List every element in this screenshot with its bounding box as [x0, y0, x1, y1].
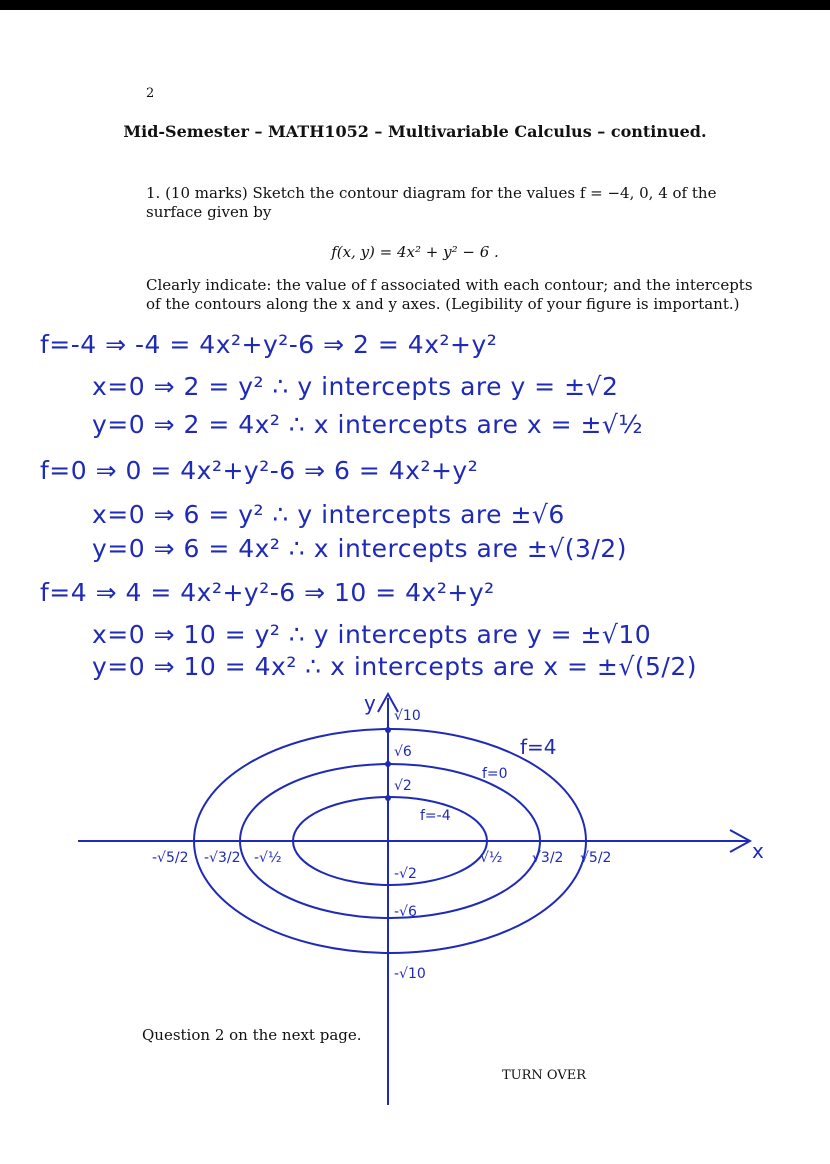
- y-tick-label: -√6: [394, 904, 417, 920]
- y-intercept-dot: [385, 761, 391, 767]
- handwritten-line: f=-4 ⇒ -4 = 4x²+y²-6 ⇒ 2 = 4x²+y²: [40, 330, 498, 359]
- handwritten-line: x=0 ⇒ 6 = y² ∴ y intercepts are ±√6: [92, 500, 565, 529]
- y-tick-label: √2: [394, 778, 412, 794]
- handwritten-line: y=0 ⇒ 10 = 4x² ∴ x intercepts are x = ±√(5/2): [92, 652, 698, 681]
- x-tick-label: -√½: [254, 850, 282, 866]
- exam-header: Mid-Semester – MATH1052 – Multivariable Calculus – continued.: [123, 122, 707, 141]
- handwritten-line: x=0 ⇒ 2 = y² ∴ y intercepts are y = ±√2: [92, 372, 619, 401]
- y-tick-label: -√2: [394, 866, 417, 882]
- y-intercept-dot: [385, 727, 391, 733]
- question-1-prompt: 1. (10 marks) Sketch the contour diagram for the values f = −4, 0, 4 of the surface given by: [146, 184, 717, 221]
- x-tick-label: -√5/2: [152, 850, 189, 866]
- x-tick-label: √3/2: [532, 850, 564, 866]
- scan-top-edge: [0, 0, 830, 10]
- page-number: 2: [146, 86, 155, 101]
- contour-sketch: [70, 690, 790, 1110]
- turn-over-note: TURN OVER: [502, 1068, 587, 1083]
- x-tick-label: √5/2: [580, 850, 612, 866]
- y-axis-label: y: [364, 691, 376, 715]
- y-tick-label: √10: [394, 708, 421, 724]
- y-tick-label: -√10: [394, 966, 426, 982]
- question-1-instructions: Clearly indicate: the value of f associated with each contour; and the intercepts of the contours along the x and y axes. (Legibility of your figure is important.): [146, 276, 753, 313]
- handwritten-line: y=0 ⇒ 2 = 4x² ∴ x intercepts are x = ±√½: [92, 410, 644, 439]
- next-question-note: Question 2 on the next page.: [142, 1026, 362, 1044]
- handwritten-line: x=0 ⇒ 10 = y² ∴ y intercepts are y = ±√10: [92, 620, 652, 649]
- y-intercept-dot: [385, 795, 391, 801]
- contour-label-f-4: f=4: [520, 735, 557, 759]
- x-tick-label: √½: [480, 850, 503, 866]
- handwritten-line: f=0 ⇒ 0 = 4x²+y²-6 ⇒ 6 = 4x²+y²: [40, 456, 479, 485]
- handwritten-line: y=0 ⇒ 6 = 4x² ∴ x intercepts are ±√(3/2): [92, 534, 627, 563]
- question-1-formula: f(x, y) = 4x² + y² − 6 .: [331, 243, 499, 261]
- x-axis-label: x: [752, 839, 764, 863]
- contour-label-f-minus-4: f=-4: [420, 808, 451, 824]
- x-tick-label: -√3/2: [204, 850, 241, 866]
- contour-label-f-0: f=0: [482, 766, 508, 782]
- handwritten-line: f=4 ⇒ 4 = 4x²+y²-6 ⇒ 10 = 4x²+y²: [40, 578, 495, 607]
- y-tick-label: √6: [394, 744, 412, 760]
